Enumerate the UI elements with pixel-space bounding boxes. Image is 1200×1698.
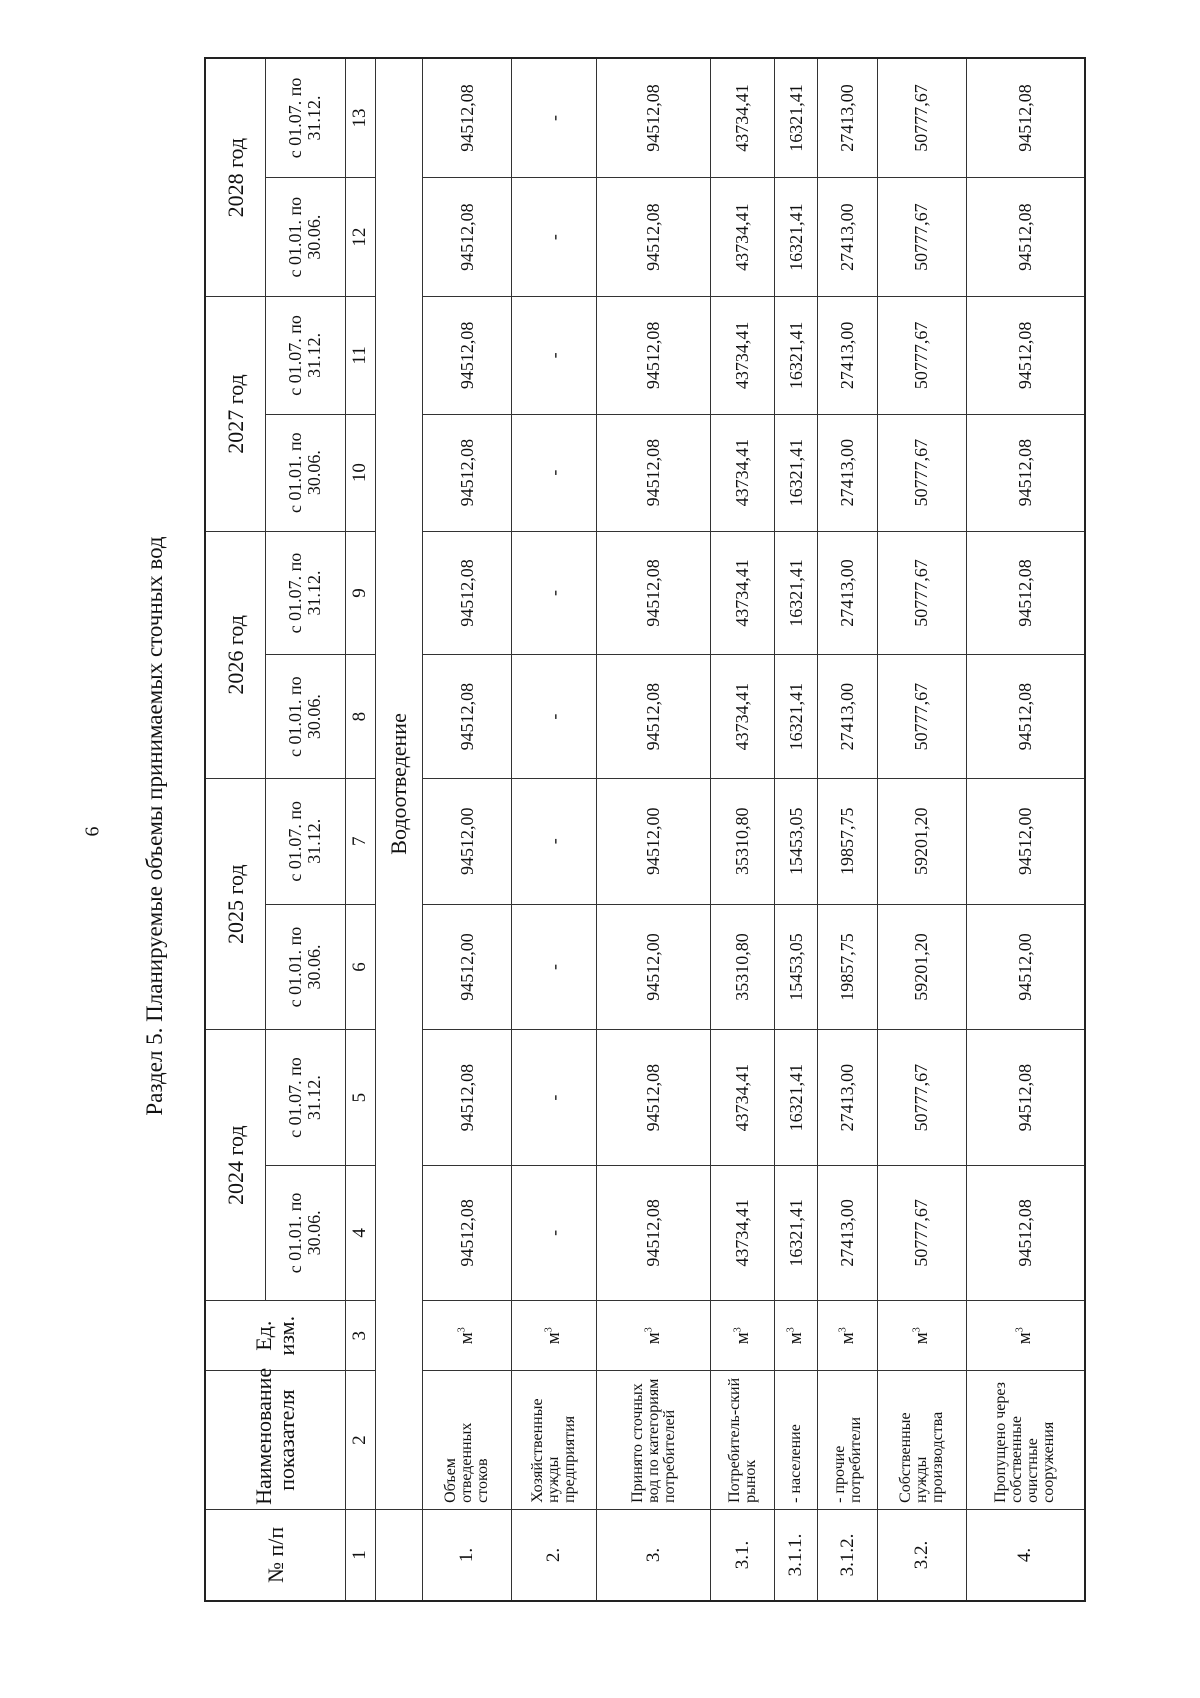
- row-number: 3.1.2.: [818, 1509, 877, 1601]
- col-number: 11: [345, 297, 375, 414]
- section-spacer: [375, 1509, 423, 1601]
- row-unit-text: $м^3$: [731, 1327, 753, 1345]
- row-value: -: [512, 414, 596, 531]
- row-value: -: [512, 778, 596, 904]
- row-value: 94512,08: [966, 655, 1085, 779]
- row-value: 94512,08: [596, 1030, 710, 1165]
- row-value: 19857,75: [818, 778, 877, 904]
- row-value: 94512,08: [966, 177, 1085, 296]
- header-period-first: с 01.01. по 30.06.: [265, 655, 345, 779]
- row-value: 50777,67: [877, 1030, 966, 1165]
- table-row: [423, 58, 512, 1601]
- row-unit: [596, 1301, 710, 1371]
- row-value: 15453,05: [775, 778, 818, 904]
- row-value: 50777,67: [877, 655, 966, 779]
- page-title-text: Раздел 5. Планируемые объемы принимаемых сточных вод: [142, 536, 167, 1116]
- row-value: 94512,08: [966, 58, 1085, 177]
- header-num: № п/п: [205, 1509, 345, 1601]
- row-value: -: [512, 1165, 596, 1300]
- row-value: 94512,08: [423, 177, 512, 296]
- table-row: [818, 58, 877, 1601]
- row-value: 16321,41: [775, 655, 818, 779]
- row-value: 94512,08: [423, 531, 512, 655]
- row-number: 3.2.: [877, 1509, 966, 1601]
- row-value: 94512,08: [423, 58, 512, 177]
- row-value: 19857,75: [818, 904, 877, 1030]
- row-unit: [877, 1301, 966, 1371]
- header-year-2028: 2028 год: [205, 58, 265, 297]
- row-unit-text: $м^3$: [836, 1327, 858, 1345]
- row-value: 50777,67: [877, 58, 966, 177]
- row-unit-text: $м^3$: [543, 1327, 565, 1345]
- row-unit-text: $м^3$: [642, 1327, 664, 1345]
- row-unit-text: $м^3$: [785, 1327, 807, 1345]
- row-value: 94512,08: [423, 655, 512, 779]
- row-value: 27413,00: [818, 531, 877, 655]
- col-number: 7: [345, 778, 375, 904]
- row-value: 16321,41: [775, 58, 818, 177]
- row-value: 43734,41: [711, 1030, 775, 1165]
- row-value: 94512,08: [966, 1165, 1085, 1300]
- row-value: 94512,00: [423, 778, 512, 904]
- header-year-2025: 2025 год: [205, 778, 265, 1029]
- header-period-first: с 01.01. по 30.06.: [265, 1165, 345, 1300]
- table-row: [512, 58, 596, 1601]
- row-value: -: [512, 655, 596, 779]
- header-period-first: с 01.01. по 30.06.: [265, 904, 345, 1030]
- col-number: 12: [345, 177, 375, 296]
- row-value: 27413,00: [818, 58, 877, 177]
- row-value: 94512,08: [423, 414, 512, 531]
- header-year-2024: 2024 год: [205, 1030, 265, 1301]
- row-value: 16321,41: [775, 1165, 818, 1300]
- table-row: [966, 58, 1085, 1601]
- row-value: 16321,41: [775, 1030, 818, 1165]
- col-number: 13: [345, 58, 375, 177]
- row-number: 2.: [512, 1509, 596, 1601]
- row-value: 50777,67: [877, 177, 966, 296]
- header-period-second: с 01.07. по 31.12.: [265, 297, 345, 414]
- row-value: 94512,08: [596, 414, 710, 531]
- row-value: 59201,20: [877, 904, 966, 1030]
- col-number: 3: [345, 1301, 375, 1371]
- row-value: 43734,41: [711, 177, 775, 296]
- row-value: 94512,08: [596, 297, 710, 414]
- row-value: 94512,08: [423, 1165, 512, 1300]
- row-number: 1.: [423, 1509, 512, 1601]
- row-name: Потребитель-ский рынок: [711, 1371, 775, 1510]
- header-period-second: с 01.07. по 31.12.: [265, 778, 345, 904]
- row-value: 27413,00: [818, 414, 877, 531]
- header-period-second: с 01.07. по 31.12.: [265, 58, 345, 177]
- row-value: 94512,08: [596, 655, 710, 779]
- row-value: 94512,08: [966, 531, 1085, 655]
- row-value: 94512,08: [596, 531, 710, 655]
- header-year-2026: 2026 год: [205, 531, 265, 778]
- row-value: 15453,05: [775, 904, 818, 1030]
- row-value: 27413,00: [818, 1165, 877, 1300]
- row-name: Объем отведенных стоков: [423, 1371, 512, 1510]
- row-value: 43734,41: [711, 655, 775, 779]
- col-number: 10: [345, 414, 375, 531]
- row-value: 50777,67: [877, 531, 966, 655]
- col-number: 2: [345, 1371, 375, 1510]
- row-unit: [423, 1301, 512, 1371]
- row-value: -: [512, 531, 596, 655]
- row-value: 16321,41: [775, 531, 818, 655]
- row-value: 27413,00: [818, 1030, 877, 1165]
- row-value: 43734,41: [711, 58, 775, 177]
- row-value: 94512,00: [966, 904, 1085, 1030]
- row-value: 59201,20: [877, 778, 966, 904]
- col-number: 8: [345, 655, 375, 779]
- row-unit: [775, 1301, 818, 1371]
- col-number: 1: [345, 1509, 375, 1601]
- row-value: 94512,08: [596, 177, 710, 296]
- row-unit-text: $м^3$: [456, 1327, 478, 1345]
- row-value: 94512,08: [966, 1030, 1085, 1165]
- table-row: [596, 58, 710, 1601]
- col-number: 5: [345, 1030, 375, 1165]
- row-value: 94512,00: [423, 904, 512, 1030]
- header-period-first: с 01.01. по 30.06.: [265, 414, 345, 531]
- row-number: 3.1.: [711, 1509, 775, 1601]
- section-label: Водоотведение: [375, 58, 423, 1509]
- header-year-2027: 2027 год: [205, 297, 265, 531]
- row-value: 94512,00: [966, 778, 1085, 904]
- row-value: 43734,41: [711, 414, 775, 531]
- row-name: - прочие потребители: [818, 1371, 877, 1510]
- row-value: -: [512, 177, 596, 296]
- row-value: 27413,00: [818, 655, 877, 779]
- row-unit-text: $м^3$: [910, 1327, 932, 1345]
- row-value: 27413,00: [818, 297, 877, 414]
- row-value: 43734,41: [711, 531, 775, 655]
- row-value: 50777,67: [877, 297, 966, 414]
- row-value: -: [512, 297, 596, 414]
- row-value: 94512,00: [596, 778, 710, 904]
- row-number: 3.: [596, 1509, 710, 1601]
- table-container: [204, 57, 1086, 1602]
- row-number: 3.1.1.: [775, 1509, 818, 1601]
- col-number: 9: [345, 531, 375, 655]
- row-value: 35310,80: [711, 778, 775, 904]
- row-value: 94512,08: [596, 58, 710, 177]
- header-unit: Ед. изм.: [205, 1301, 345, 1371]
- row-value: 50777,67: [877, 1165, 966, 1300]
- row-value: -: [512, 58, 596, 177]
- row-value: 94512,00: [596, 904, 710, 1030]
- row-value: 16321,41: [775, 177, 818, 296]
- row-value: 35310,80: [711, 904, 775, 1030]
- row-name: Принято сточных вод по категориям потребителей: [596, 1371, 710, 1510]
- row-number: 4.: [966, 1509, 1085, 1601]
- row-unit: [512, 1301, 596, 1371]
- header-name: Наименование показателя: [205, 1371, 345, 1510]
- wastewater-volume-table: [204, 57, 1086, 1602]
- header-period-second: с 01.07. по 31.12.: [265, 1030, 345, 1165]
- row-value: 16321,41: [775, 414, 818, 531]
- row-unit: [711, 1301, 775, 1371]
- row-unit: [966, 1301, 1085, 1371]
- row-value: 16321,41: [775, 297, 818, 414]
- row-name: Пропущено через собственные очистные сооружения: [966, 1371, 1085, 1510]
- table-row: [877, 58, 966, 1601]
- row-value: 43734,41: [711, 297, 775, 414]
- row-value: 94512,08: [966, 297, 1085, 414]
- col-number: 4: [345, 1165, 375, 1300]
- table-row: [775, 58, 818, 1601]
- row-unit-text: $м^3$: [1014, 1327, 1036, 1345]
- row-value: 94512,08: [596, 1165, 710, 1300]
- header-period-first: с 01.01. по 30.06.: [265, 177, 345, 296]
- col-number: 6: [345, 904, 375, 1030]
- row-value: 94512,08: [423, 297, 512, 414]
- row-value: 94512,08: [423, 1030, 512, 1165]
- row-value: 27413,00: [818, 177, 877, 296]
- row-unit: [818, 1301, 877, 1371]
- row-value: 50777,67: [877, 414, 966, 531]
- page-number: 6: [81, 826, 104, 837]
- header-period-second: с 01.07. по 31.12.: [265, 531, 345, 655]
- row-value: -: [512, 904, 596, 1030]
- table-row: [711, 58, 775, 1601]
- row-name: - население: [775, 1371, 818, 1510]
- row-value: 94512,08: [966, 414, 1085, 531]
- row-name: Хозяйственные нужды предприятия: [512, 1371, 596, 1510]
- row-name: Собственные нужды производства: [877, 1371, 966, 1510]
- row-value: 43734,41: [711, 1165, 775, 1300]
- row-value: -: [512, 1030, 596, 1165]
